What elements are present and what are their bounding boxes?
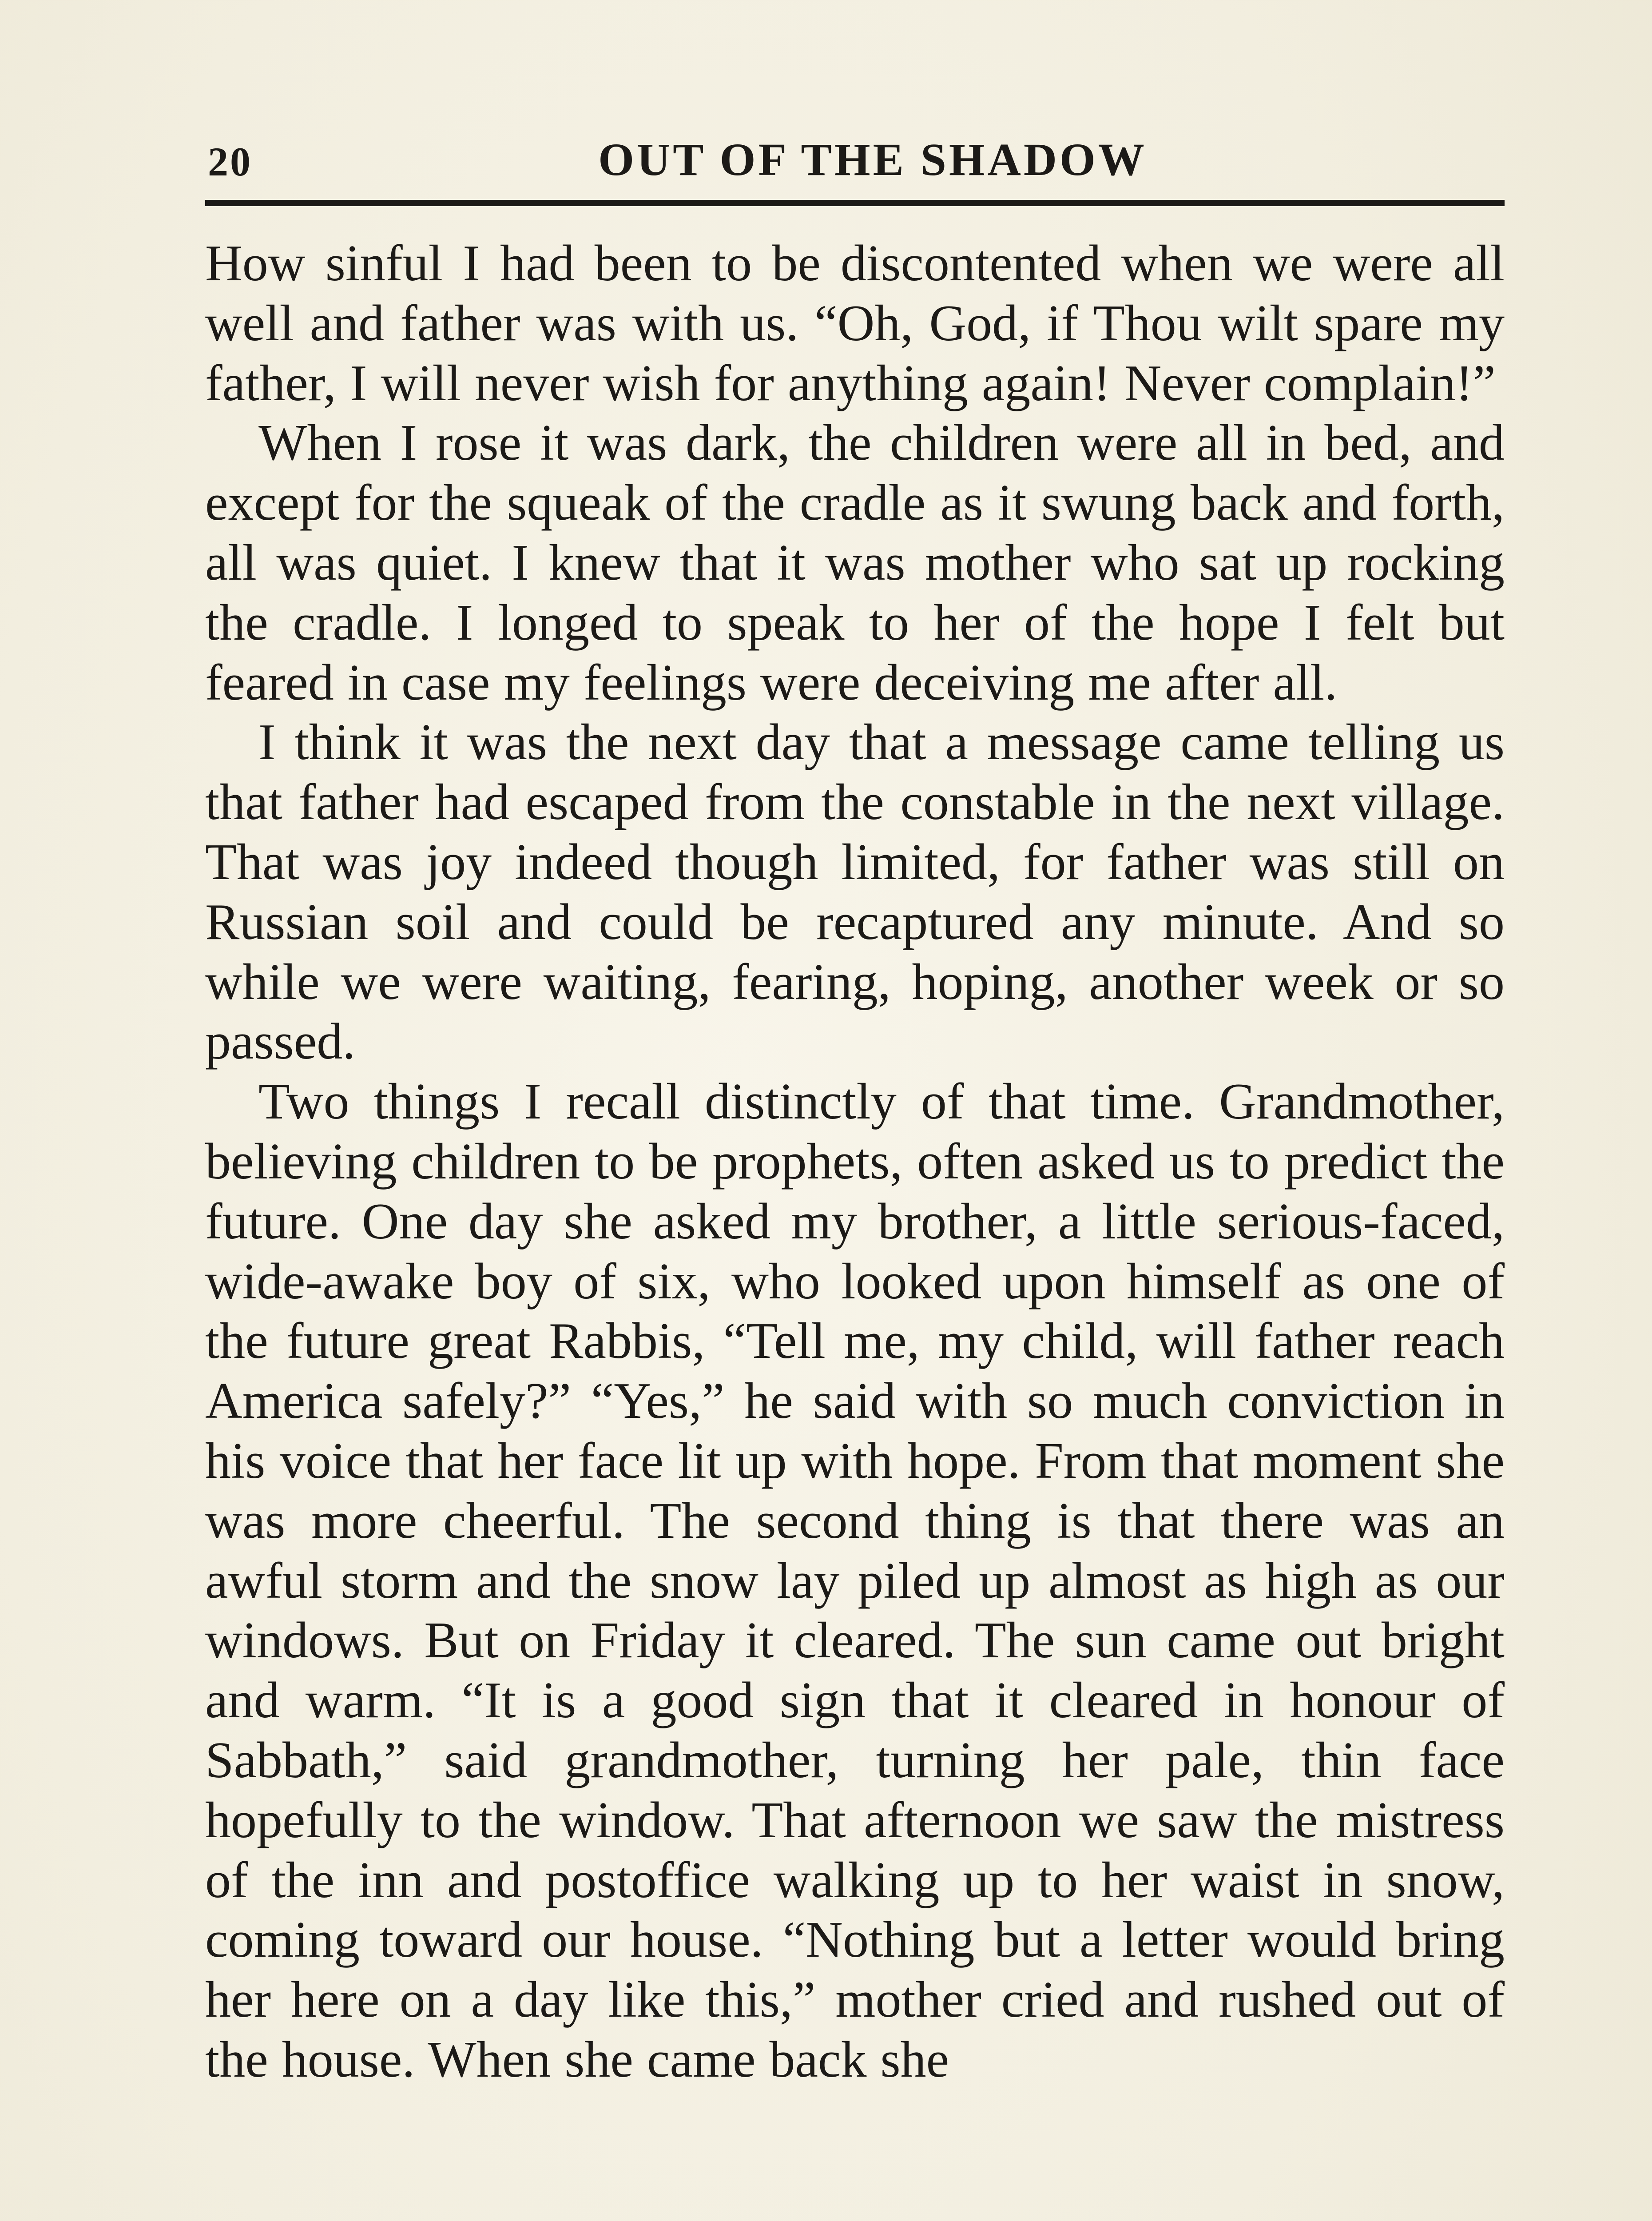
paragraph-2: When I rose it was dark, the children were all in bed, and except for the squeak of the cradle as it swung back and forth, all was quiet. I knew that it was mother who sat up rocking the cradle. I longed to speak to her of the hope I felt but feared in case my feelings were deceiving me after all.	[205, 414, 1505, 711]
paragraph-3: I think it was the next day that a message came telling us that father had escaped from the constable in the next village. That was joy indeed though limited, for father was still on Russian soil and could be recaptured any minute. And so while we were waiting, fearing, hoping, another week or so passed.	[205, 714, 1505, 1071]
page-header	[205, 125, 1505, 192]
page-number: 20	[208, 139, 252, 184]
paragraph-4: Two things I recall distinctly of that time. Grandmother, believing children to be prophets, often asked us to predict the future. One day she asked my brother, a little serious-faced, wide-awake boy of six, who looked upon himself as one of the future great Rabbis, “Tell me, my child, will father reach America safely?” “Yes,” he said with so much conviction in his voice that her face lit up with hope. From that moment she was more cheerful. The second thing is that there was an awful storm and the snow lay piled up almost as high as our windows. But on Friday it cleared. The sun came out bright and warm. “It is a good sign that it cleared in honour of Sabbath,” said grandmother, turning her pale, thin face hopefully to the window. That afternoon we saw the mistress of the inn and postoffice walking up to her waist in snow, coming toward our house. “Nothing but a letter would bring her here on a day like this,” mother cried and rushed out of the house. When she came back she	[205, 1073, 1505, 2088]
paragraph-1: How sinful I had been to be discontented when we were all well and father was with us. “Oh, God, if Thou wilt spare my father, I will never wish for anything again! Never complain!”	[205, 235, 1505, 412]
running-title: OUT OF THE SHADOW	[598, 134, 1147, 185]
body-text	[205, 234, 1505, 2090]
header-rule	[205, 200, 1505, 206]
